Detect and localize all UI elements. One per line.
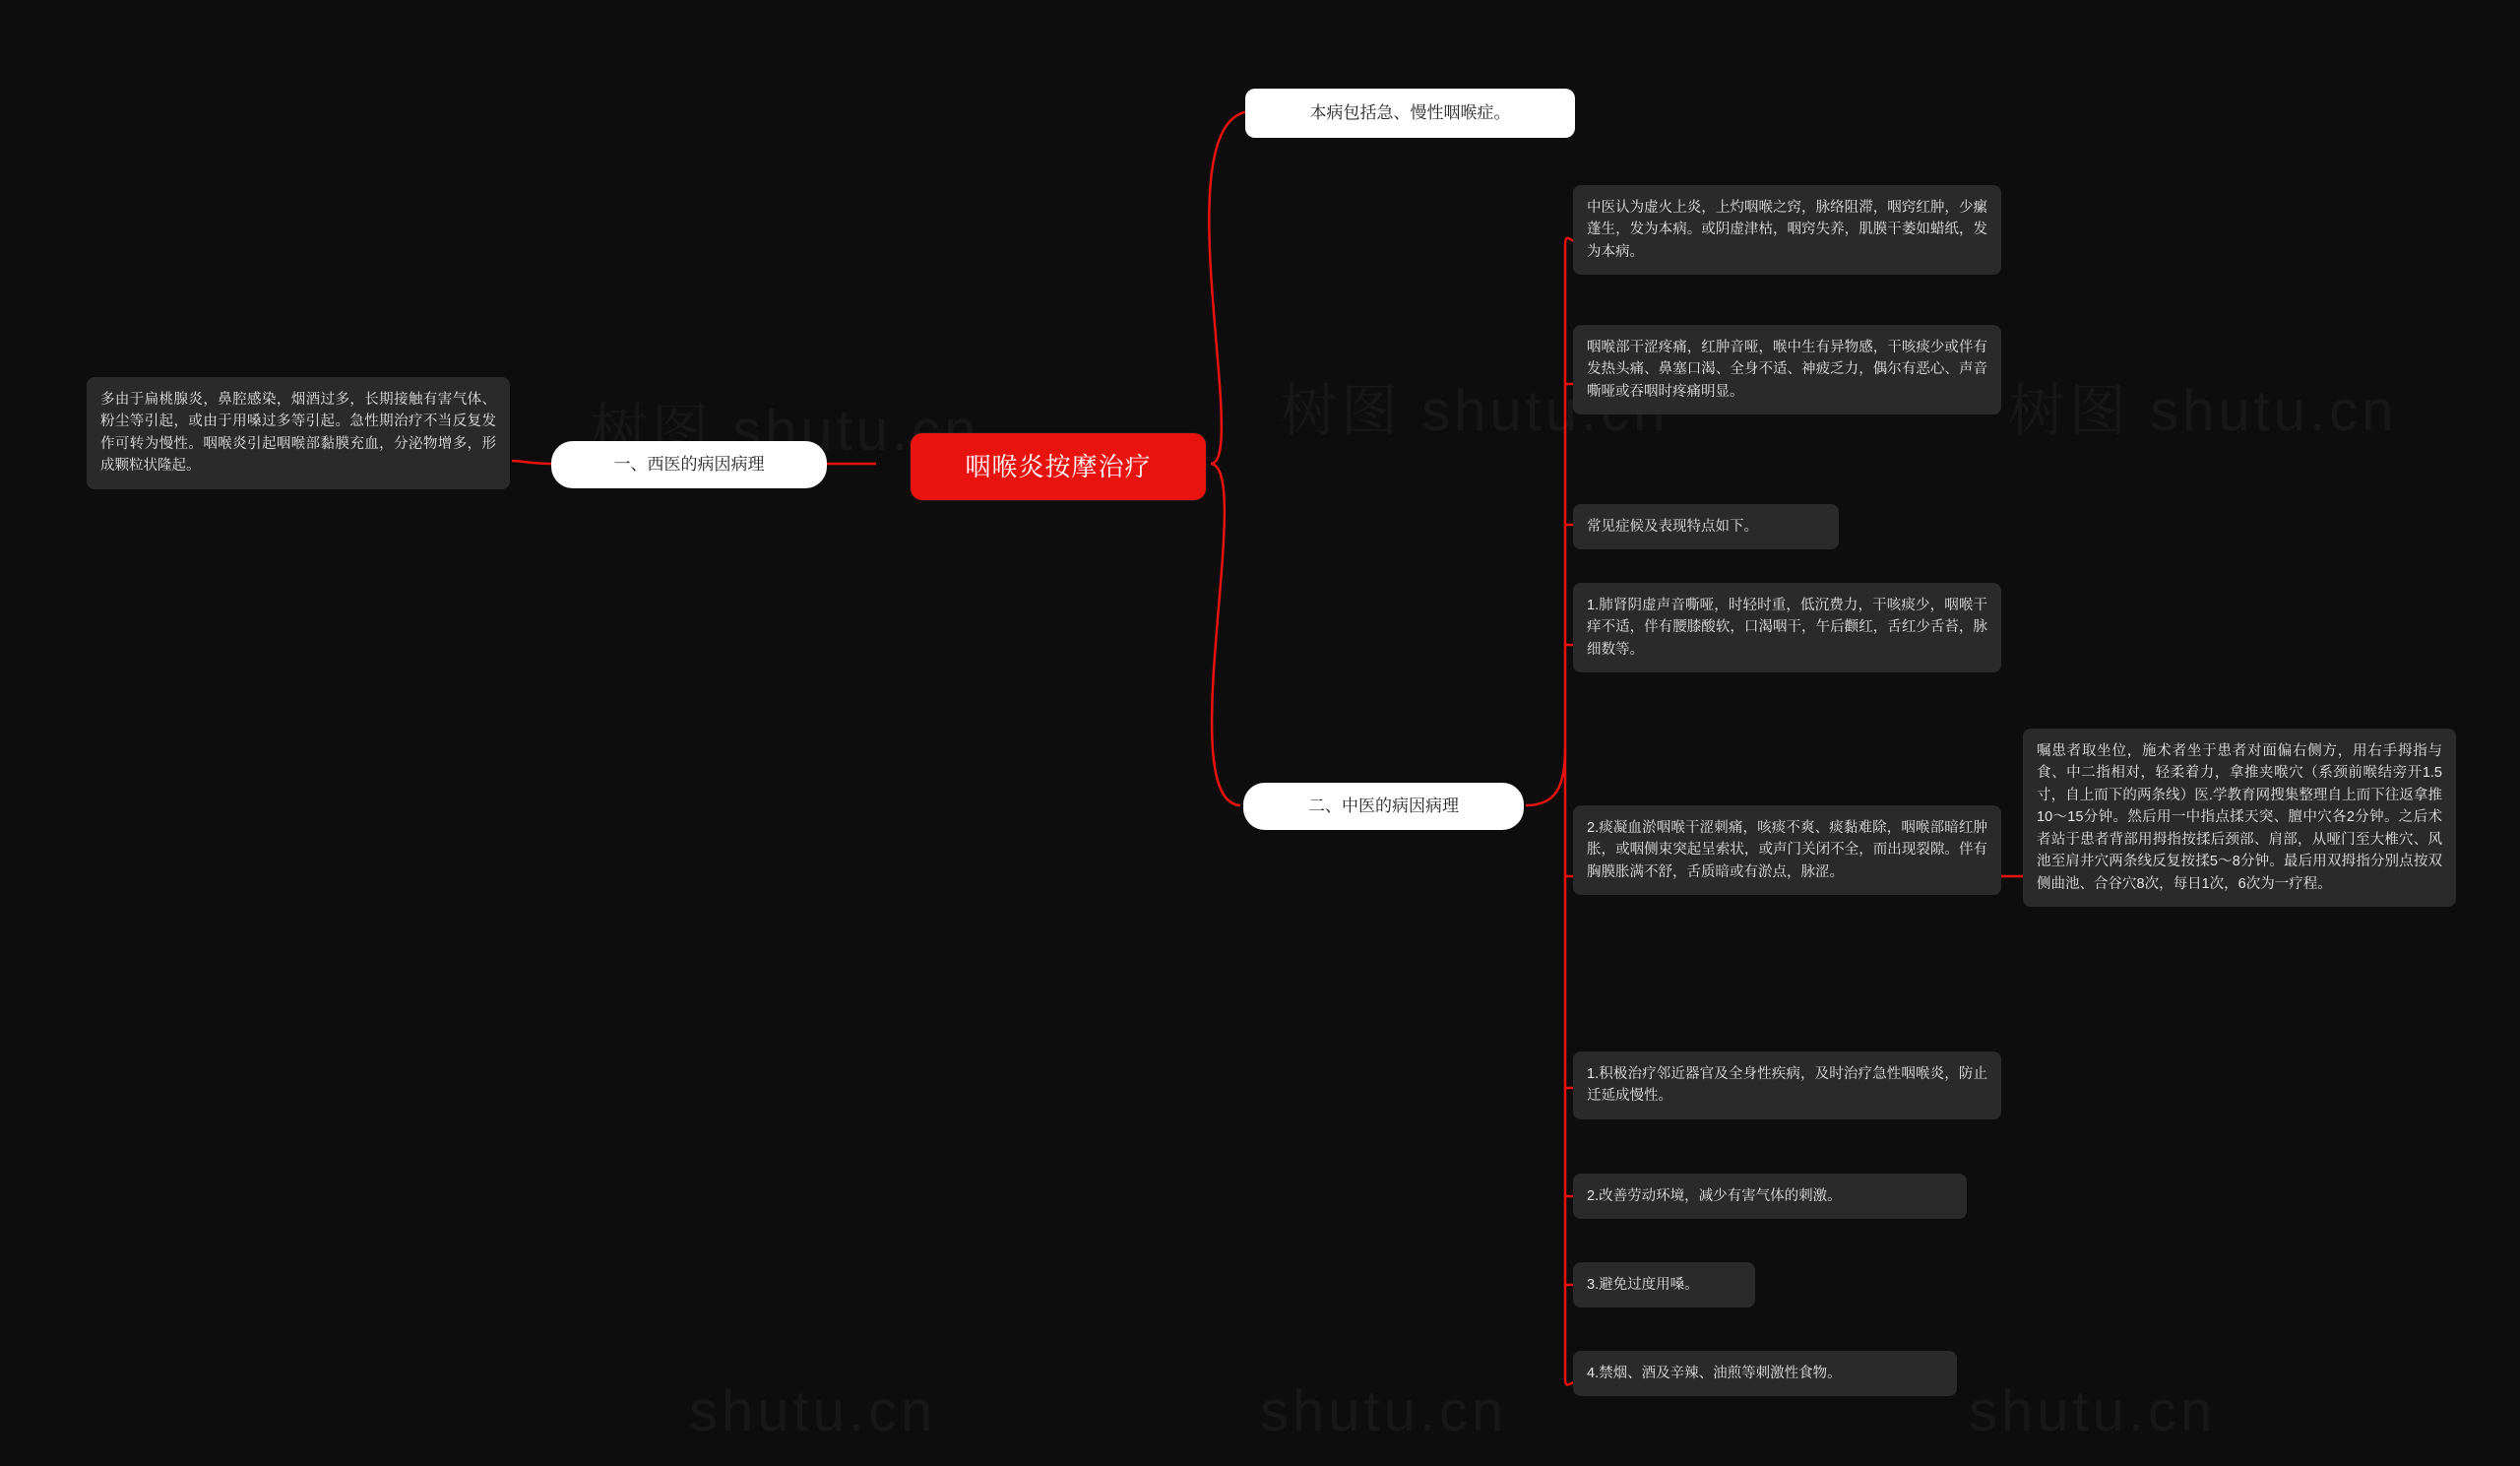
leaf-prevention-1[interactable]: 1.积极治疗邻近器官及全身性疾病，及时治疗急性咽喉炎，防止迁延成慢性。	[1573, 1052, 2001, 1119]
watermark	[689, 1378, 936, 1444]
leaf-top-note[interactable]: 本病包括急、慢性咽喉症。	[1245, 89, 1575, 138]
leaf-tcm-theory[interactable]: 中医认为虚火上炎，上灼咽喉之窍，脉络阻滞，咽窍红肿，少瘰蓬生，发为本病。或阴虚津枯，咽窍失养，肌膜干萎如蜡纸，发为本病。	[1573, 185, 2001, 275]
leaf-tcm-pattern-1[interactable]: 1.肺肾阴虚声音嘶哑，时轻时重，低沉费力，干咳痰少，咽喉干痒不适，伴有腰膝酸软，口渴咽干，午后颧红，舌红少舌苔，脉细数等。	[1573, 583, 2001, 672]
watermark	[1260, 1378, 1507, 1444]
root-node[interactable]: 咽喉炎按摩治疗	[911, 433, 1206, 500]
leaf-tcm-symptoms[interactable]: 咽喉部干涩疼痛，红肿音哑，喉中生有异物感，干咳痰少或伴有发热头痛、鼻塞口渴、全身不适、神疲乏力，偶尔有恶心、声音嘶哑或吞咽时疼痛明显。	[1573, 325, 2001, 414]
leaf-treatment-method[interactable]: 嘱患者取坐位，施术者坐于患者对面偏右侧方，用右手拇指与食、中二指相对，轻柔着力，拿推夹喉穴（系颈前喉结旁开1.5寸，自上而下的两条线）医.学教育网搜集整理自上而下往返拿推10～15分钟。然后用一中指点揉天突、膻中穴各2分钟。之后术者站于患者背部用拇指按揉后颈部、肩部，从哑门至大椎穴、风池至肩井穴两条线反复按揉5～8分钟。最后用双拇指分别点按双侧曲池、合谷穴8次，每日1次，6次为一疗程。	[2023, 729, 2456, 907]
leaf-prevention-2[interactable]: 2.改善劳动环境，减少有害气体的刺激。	[1573, 1174, 1967, 1219]
branch-node-western[interactable]: 一、西医的病因病理	[551, 441, 827, 488]
leaf-tcm-common-signs[interactable]: 常见症候及表现特点如下。	[1573, 504, 1839, 549]
leaf-western-cause[interactable]: 多由于扁桃腺炎，鼻腔感染，烟酒过多，长期接触有害气体、粉尘等引起，或由于用嗓过多等引起。急性期治疗不当反复发作可转为慢性。咽喉炎引起咽喉部黏膜充血，分泌物增多，形成颗粒状隆起。	[87, 377, 510, 489]
leaf-prevention-3[interactable]: 3.避免过度用嗓。	[1573, 1262, 1755, 1307]
leaf-prevention-4[interactable]: 4.禁烟、酒及辛辣、油煎等刺激性食物。	[1573, 1351, 1957, 1396]
branch-node-tcm[interactable]: 二、中医的病因病理	[1243, 783, 1524, 830]
leaf-tcm-pattern-2[interactable]: 2.痰凝血淤咽喉干涩刺痛，咳痰不爽、痰黏难除，咽喉部暗红肿胀，或咽侧束突起呈索状，或声门关闭不全，而出现裂隙。伴有胸膜胀满不舒，舌质暗或有淤点，脉涩。	[1573, 805, 2001, 895]
watermark	[1969, 1378, 2216, 1444]
watermark	[2008, 364, 2397, 447]
